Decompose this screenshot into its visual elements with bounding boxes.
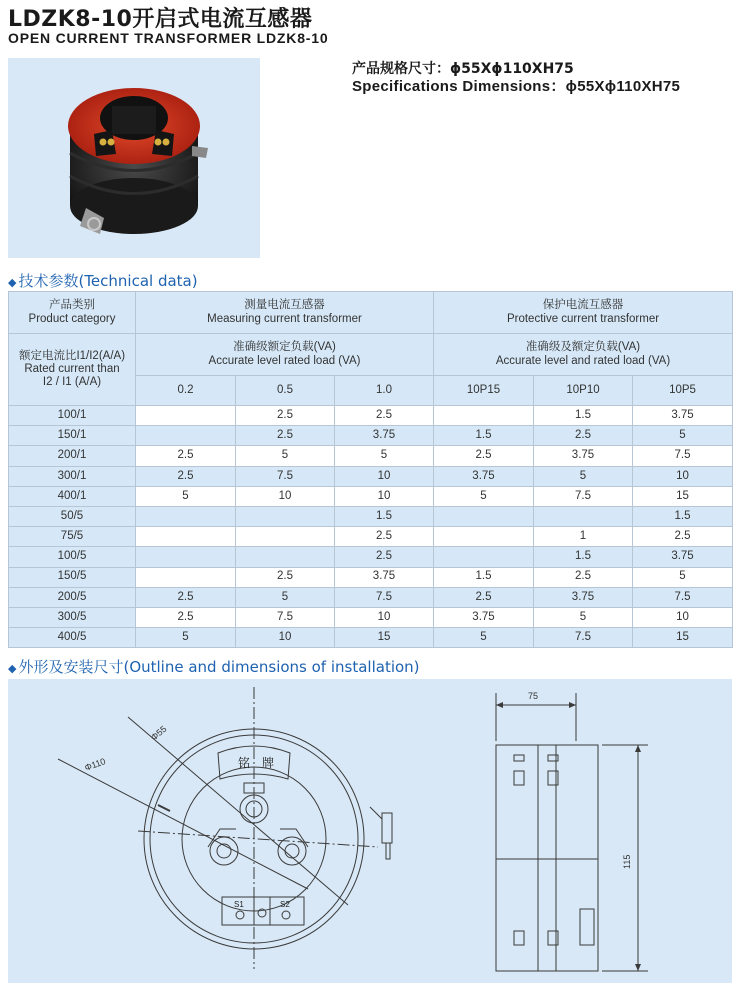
product-title-en: OPEN CURRENT TRANSFORMER LDZK8-10 xyxy=(8,30,329,46)
diamond-bullet-icon: ◆ xyxy=(8,276,17,289)
height-dimension-label: 115 xyxy=(622,854,632,869)
load-value-cell: 1.5 xyxy=(534,406,633,426)
header-protective xyxy=(434,292,733,334)
ratio-cell: 50/5 xyxy=(9,506,136,526)
load-value-cell: 1.5 xyxy=(534,547,633,567)
load-value-cell: 3.75 xyxy=(633,547,733,567)
load-value-cell: 10 xyxy=(633,466,733,486)
load-value-cell: 10 xyxy=(335,486,434,506)
load-value-cell: 5 xyxy=(236,446,335,466)
spec-line-en: Specifications Dimensions：ϕ55Xϕ110XH75 xyxy=(352,78,681,95)
load-value-cell xyxy=(434,527,534,547)
load-value-cell: 10 xyxy=(236,628,335,648)
load-value-cell: 2.5 xyxy=(335,406,434,426)
load-value-cell xyxy=(236,527,335,547)
load-value-cell: 3.75 xyxy=(534,587,633,607)
load-value-cell: 7.5 xyxy=(236,607,335,627)
load-value-cell: 5 xyxy=(136,486,236,506)
table-row xyxy=(9,628,733,648)
ratio-cell: 300/1 xyxy=(9,466,136,486)
section-technical-label: 技术参数(Technical data) xyxy=(18,272,198,290)
load-value-cell: 5 xyxy=(534,607,633,627)
ratio-cell: 300/5 xyxy=(9,607,136,627)
load-value-cell: 3.75 xyxy=(534,446,633,466)
diamond-bullet-icon: ◆ xyxy=(8,662,17,675)
load-value-cell xyxy=(434,406,534,426)
category-en: Product category xyxy=(28,312,116,325)
load-value-cell: 7.5 xyxy=(633,587,733,607)
ratio-en-1: Rated current than xyxy=(24,362,120,375)
header-measuring xyxy=(136,292,434,334)
class-header: 10P15 xyxy=(434,376,534,406)
load-value-cell: 7.5 xyxy=(236,466,335,486)
current-transformer-image xyxy=(8,58,260,258)
load-value-cell: 15 xyxy=(633,486,733,506)
load-value-cell: 2.5 xyxy=(633,527,733,547)
load-value-cell: 1.5 xyxy=(633,506,733,526)
measuring-cn: 测量电流互感器 xyxy=(244,299,325,312)
section-technical-heading xyxy=(8,270,198,291)
ratio-cn: 额定电流比I1/I2(A/A) xyxy=(18,349,126,362)
table-row xyxy=(9,446,733,466)
load-value-cell: 5 xyxy=(434,628,534,648)
table-row xyxy=(9,527,733,547)
class-header: 0.5 xyxy=(236,376,335,406)
load-value-cell: 1.5 xyxy=(434,426,534,446)
load-value-cell: 15 xyxy=(335,628,434,648)
load-value-cell: 2.5 xyxy=(534,426,633,446)
load-value-cell: 1 xyxy=(534,527,633,547)
ratio-cell: 100/1 xyxy=(9,406,136,426)
table-row xyxy=(9,466,733,486)
header-category xyxy=(9,292,136,334)
load-value-cell xyxy=(136,567,236,587)
load-value-cell: 2.5 xyxy=(136,587,236,607)
load-value-cell: 5 xyxy=(633,426,733,446)
load-value-cell: 3.75 xyxy=(633,406,733,426)
load-value-cell xyxy=(136,426,236,446)
load-value-cell: 2.5 xyxy=(236,426,335,446)
table-row xyxy=(9,486,733,506)
load-value-cell xyxy=(434,506,534,526)
load-value-cell: 7.5 xyxy=(633,446,733,466)
dia-outer-label: Φ110 xyxy=(83,756,107,773)
load-value-cell: 5 xyxy=(136,628,236,648)
load-value-cell: 2.5 xyxy=(236,567,335,587)
class-header: 10P5 xyxy=(633,376,733,406)
load-value-cell xyxy=(434,547,534,567)
nameplate-label: 铭 牌 xyxy=(238,756,275,770)
load-value-cell: 2.5 xyxy=(335,527,434,547)
load-value-cell: 10 xyxy=(335,466,434,486)
class-header: 10P10 xyxy=(534,376,633,406)
technical-data-table xyxy=(8,291,733,648)
load-value-cell: 5 xyxy=(335,446,434,466)
outline-drawing xyxy=(8,679,732,983)
load-value-cell xyxy=(136,527,236,547)
load-value-cell: 3.75 xyxy=(434,607,534,627)
header-ratio xyxy=(9,334,136,406)
category-cn: 产品类别 xyxy=(49,299,95,312)
load-value-cell xyxy=(534,506,633,526)
ratio-cell: 400/5 xyxy=(9,628,136,648)
measuring-en: Measuring current transformer xyxy=(207,312,362,325)
prot-load-en: Accurate level and rated load (VA) xyxy=(495,354,671,367)
terminal-s2-label: S2 xyxy=(280,900,290,909)
table-row xyxy=(9,506,733,526)
ratio-cell: 200/1 xyxy=(9,446,136,466)
table-row xyxy=(9,567,733,587)
header-meas-load xyxy=(136,334,434,376)
ratio-cell: 400/1 xyxy=(9,486,136,506)
load-value-cell xyxy=(236,506,335,526)
load-value-cell: 2.5 xyxy=(136,446,236,466)
load-value-cell: 10 xyxy=(236,486,335,506)
header-prot-load xyxy=(434,334,733,376)
meas-load-en: Accurate level rated load (VA) xyxy=(208,354,361,367)
ratio-cell: 75/5 xyxy=(9,527,136,547)
load-value-cell: 2.5 xyxy=(335,547,434,567)
protective-cn: 保护电流互感器 xyxy=(542,299,624,312)
ratio-cell: 150/5 xyxy=(9,567,136,587)
ratio-cell: 150/1 xyxy=(9,426,136,446)
load-value-cell: 2.5 xyxy=(534,567,633,587)
table-row xyxy=(9,547,733,567)
load-value-cell: 5 xyxy=(633,567,733,587)
load-value-cell: 3.75 xyxy=(335,567,434,587)
load-value-cell xyxy=(136,547,236,567)
meas-load-cn: 准确级额定负载(VA) xyxy=(233,341,336,354)
load-value-cell: 7.5 xyxy=(534,628,633,648)
load-value-cell: 2.5 xyxy=(434,587,534,607)
load-value-cell: 3.75 xyxy=(335,426,434,446)
section-outline-label: 外形及安装尺寸(Outline and dimensions of installation) xyxy=(18,658,420,676)
load-value-cell: 3.75 xyxy=(434,466,534,486)
terminal-s1-label: S1 xyxy=(234,900,244,909)
table-row xyxy=(9,607,733,627)
ratio-en-2: I2 / I1 (A/A) xyxy=(42,376,102,389)
section-outline-heading xyxy=(8,656,420,677)
table-row xyxy=(9,587,733,607)
class-header: 1.0 xyxy=(335,376,434,406)
table-row xyxy=(9,406,733,426)
load-value-cell: 2.5 xyxy=(434,446,534,466)
protective-en: Protective current transformer xyxy=(506,312,660,325)
load-value-cell: 1.5 xyxy=(335,506,434,526)
ratio-cell: 200/5 xyxy=(9,587,136,607)
spec-line-cn: 产品规格尺寸：ϕ55Xϕ110XH75 xyxy=(352,61,574,77)
ratio-cell: 100/5 xyxy=(9,547,136,567)
load-value-cell xyxy=(136,406,236,426)
load-value-cell: 7.5 xyxy=(534,486,633,506)
product-title-cn: LDZK8-10开启式电流互感器 xyxy=(8,7,313,32)
load-value-cell xyxy=(136,506,236,526)
load-value-cell: 5 xyxy=(236,587,335,607)
table-row xyxy=(9,426,733,446)
prot-load-cn: 准确级及额定负载(VA) xyxy=(525,341,641,354)
load-value-cell: 5 xyxy=(434,486,534,506)
load-value-cell: 7.5 xyxy=(335,587,434,607)
load-value-cell: 1.5 xyxy=(434,567,534,587)
load-value-cell: 5 xyxy=(534,466,633,486)
load-value-cell: 2.5 xyxy=(236,406,335,426)
dia-inner-label: Φ55 xyxy=(148,723,169,743)
load-value-cell: 15 xyxy=(633,628,733,648)
class-header: 0.2 xyxy=(136,376,236,406)
load-value-cell: 10 xyxy=(335,607,434,627)
product-photo xyxy=(8,58,260,258)
load-value-cell: 10 xyxy=(633,607,733,627)
load-value-cell: 2.5 xyxy=(136,607,236,627)
outline-drawing-panel xyxy=(8,679,732,983)
width-dimension-label: 75 xyxy=(528,691,539,701)
load-value-cell: 2.5 xyxy=(136,466,236,486)
load-value-cell xyxy=(236,547,335,567)
